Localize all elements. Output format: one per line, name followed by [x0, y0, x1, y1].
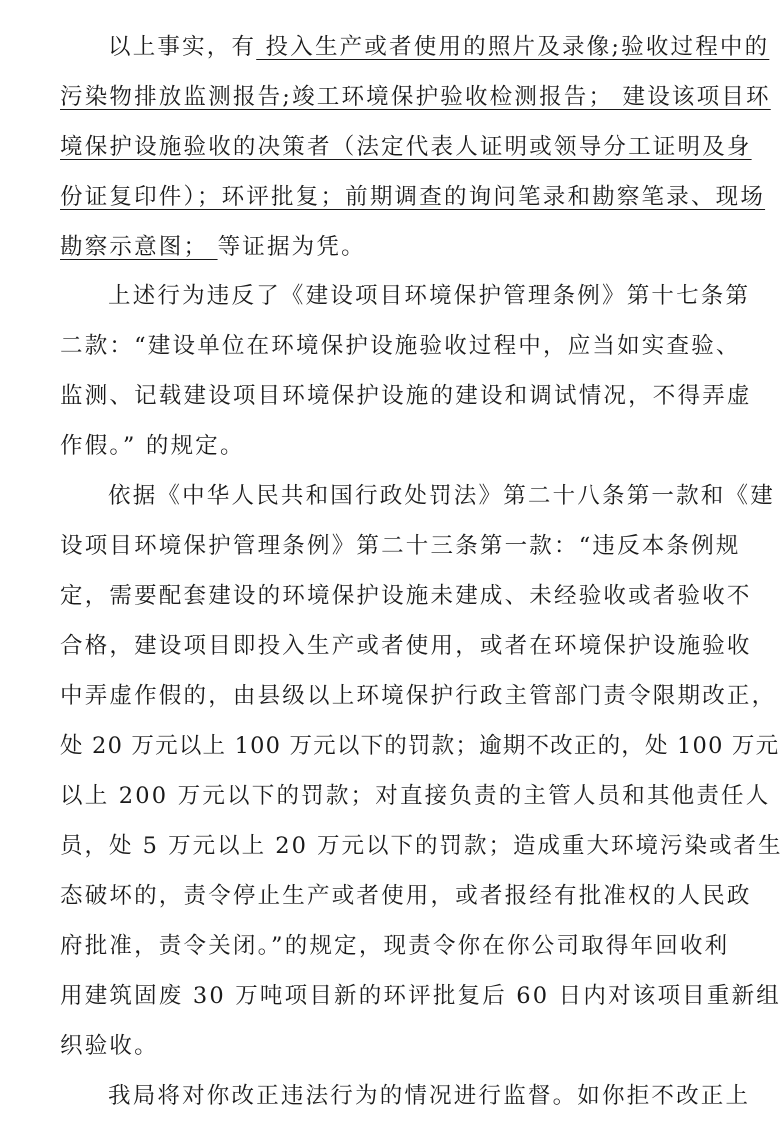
paragraph-2-line-4: 作假。” 的规定。 — [60, 433, 245, 459]
paragraph-2-line-2: 二款：“建设单位在环境保护设施验收过程中，应当如实查验、 — [60, 333, 741, 359]
evidence-text-1: 投入生产或者使用的照片及录像;验收过程中的 — [256, 34, 770, 60]
paragraph-1-suffix: 等证据为凭。 — [217, 234, 366, 260]
paragraph-3-line-12: 织验收。 — [60, 1033, 159, 1059]
paragraph-3-line-3: 定，需要配套建设的环境保护设施未建成、未经验收或者验收不 — [60, 583, 752, 609]
paragraph-2-line-3: 监测、记载建设项目环境保护设施的建设和调试情况，不得弄虚 — [60, 383, 752, 409]
paragraph-3-line-5: 中弄虚作假的，由县级以上环境保护行政主管部门责令限期改正， — [60, 683, 777, 709]
paragraph-1-line-4 — [0, 177, 783, 217]
paragraph-3-line-7: 以上 200 万元以下的罚款；对直接负责的主管人员和其他责任人 — [60, 783, 771, 809]
paragraph-1-line-1 — [0, 27, 783, 67]
evidence-text-4: 份证复印件）；环评批复；前期调查的询问笔录和勘察笔录、现场 — [60, 184, 766, 210]
paragraph-1-line-2 — [0, 77, 783, 117]
paragraph-2-line-1: 上述行为违反了《建设项目环境保护管理条例》第十七条第 — [108, 283, 751, 309]
evidence-text-2: 污染物排放监测报告;竣工环境保护验收检测报告； 建设该项目环 — [60, 84, 771, 110]
evidence-text-5: 勘察示意图； — [60, 234, 218, 260]
paragraph-3-line-9: 态破坏的，责令停止生产或者使用，或者报经有批准权的人民政 — [60, 883, 752, 909]
paragraph-3-line-10: 府批准，责令关闭。”的规定，现责令你在你公司取得年回收利 — [60, 933, 730, 959]
paragraph-1-prefix: 以上事实，有 — [108, 34, 257, 60]
paragraph-3-line-6: 处 20 万元以上 100 万元以下的罚款；逾期不改正的，处 100 万元 — [60, 733, 780, 759]
paragraph-1-line-3 — [0, 127, 783, 167]
paragraph-3-line-8: 员，处 5 万元以上 20 万元以下的罚款；造成重大环境污染或者生 — [60, 833, 783, 859]
paragraph-3-line-4: 合格，建设项目即投入生产或者使用，或者在环境保护设施验收 — [60, 633, 752, 659]
paragraph-3-line-11: 用建筑固废 30 万吨项目新的环评批复后 60 日内对该项目重新组 — [60, 983, 781, 1009]
paragraph-3-line-2: 设项目环境保护管理条例》第二十三条第一款：“违反本条例规 — [60, 533, 741, 559]
evidence-text-3: 境保护设施验收的决策者（法定代表人证明或领导分工证明及身 — [60, 134, 752, 160]
paragraph-3-line-1: 依据《中华人民共和国行政处罚法》第二十八条第一款和《建 — [108, 483, 775, 509]
paragraph-1-line-5 — [0, 227, 783, 267]
paragraph-4-line-1: 我局将对你改正违法行为的情况进行监督。如你拒不改正上 — [108, 1083, 751, 1109]
